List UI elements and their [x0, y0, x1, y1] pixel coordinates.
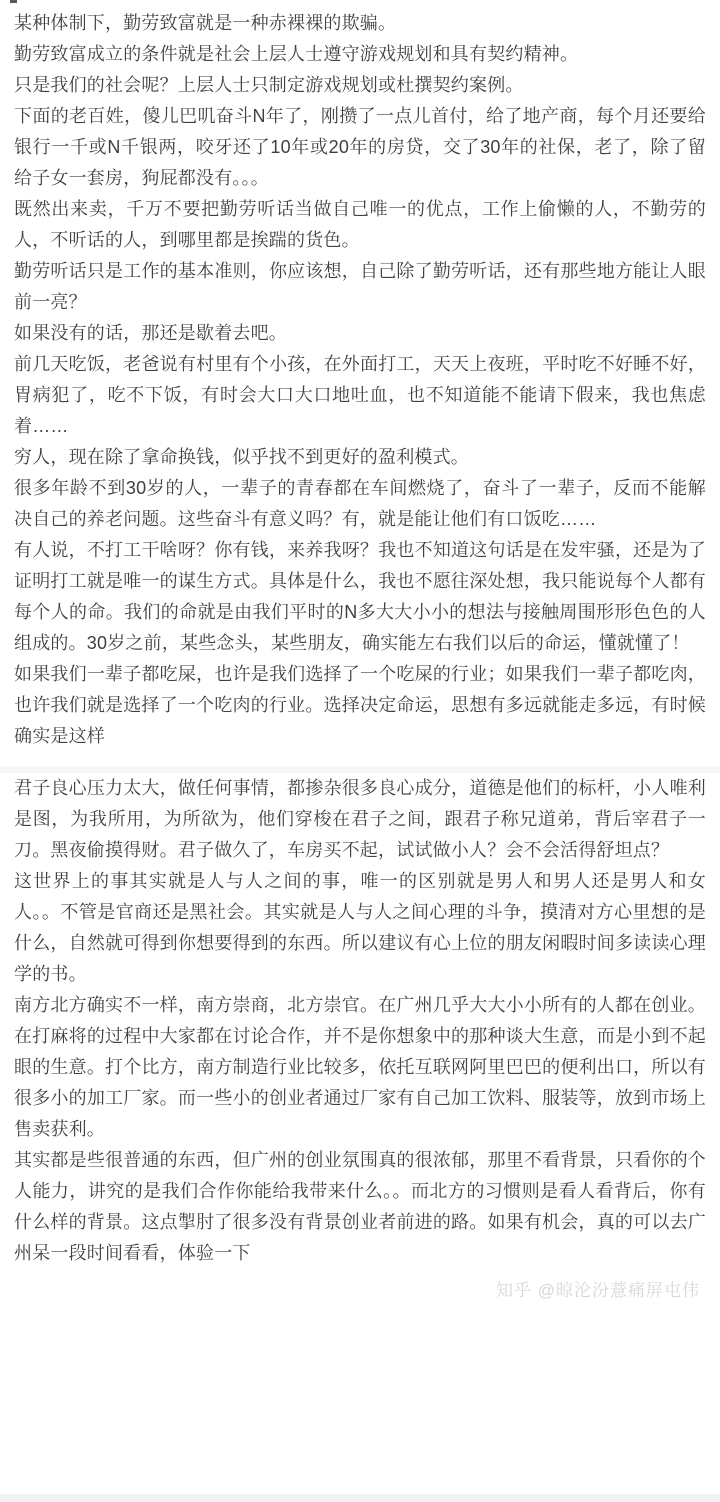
bottom-divider	[0, 1494, 720, 1502]
paragraph: 其实都是些很普通的东西，但广州的创业氛围真的很浓郁，那里不看背景，只看你的个人能力，讲究的是我们合作你能给我带来什么。。而北方的习惯则是看人看背后，你有什么样的背景。这点掣肘了很多没有背景创业者前进的路。如果有机会，真的可以去广州呆一段时间看看，体验一下	[14, 1150, 706, 1263]
section-divider	[0, 766, 720, 773]
screenshot-crop-artifact	[10, 0, 17, 3]
watermark-author-handle: @晾沦汾薏痛屏屯伟	[537, 1281, 700, 1300]
article-section-top	[14, 8, 706, 752]
article-section-bottom	[14, 773, 706, 1303]
paragraph: 既然出来卖，千万不要把勤劳听话当做自己唯一的优点，工作上偷懒的人，不勤劳的人，不听话的人，到哪里都是挨踹的货色。	[14, 199, 706, 250]
zhihu-brand-label: 知乎	[496, 1281, 532, 1300]
paragraph: 前几天吃饭，老爸说有村里有个小孩，在外面打工，天天上夜班，平时吃不好睡不好，胃病犯了，吃不下饭，有时会大口大口地吐血，也不知道能不能请下假来，我也焦虑着……	[14, 354, 706, 436]
paragraph: 如果我们一辈子都吃屎，也许是我们选择了一个吃屎的行业；如果我们一辈子都吃肉，也许我们就是选择了一个吃肉的行业。选择决定命运，思想有多远就能走多远，有时候确实是这样	[14, 664, 706, 746]
paragraph: 只是我们的社会呢？上层人士只制定游戏规划或杜撰契约案例。	[14, 75, 524, 95]
paragraph: 如果没有的话，那还是歇着去吧。	[14, 323, 287, 343]
zhihu-watermark	[14, 1279, 706, 1303]
paragraph: 很多年龄不到30岁的人，一辈子的青春都在车间燃烧了，奋斗了一辈子，反而不能解决自己的养老问题。这些奋斗有意义吗？有，就是能让他们有口饭吃……	[14, 478, 706, 529]
paragraph: 勤劳致富成立的条件就是社会上层人士遵守游戏规划和具有契约精神。	[14, 44, 579, 64]
paragraph: 这世界上的事其实就是人与人之间的事，唯一的区别就是男人和男人还是男人和女人。。不管是官商还是黑社会。其实就是人与人之间心理的斗争，摸清对方心里想的是什么，自然就可得到你想要得到的东西。所以建议有心上位的朋友闲暇时间多读读心理学的书。	[14, 871, 706, 984]
paragraph: 有人说，不打工干啥呀？你有钱，来养我呀？我也不知道这句话是在发牢骚，还是为了证明打工就是唯一的谋生方式。具体是什么，我也不愿往深处想，我只能说每个人都有每个人的命。我们的命就是由我们平时的N多大大小小的想法与接触周围形形色色的人组成的。30岁之前，某些念头，某些朋友，确实能左右我们以后的命运，懂就懂了！	[14, 540, 706, 653]
paragraph: 南方北方确实不一样，南方崇商，北方崇官。在广州几乎大大小小所有的人都在创业。在打麻将的过程中大家都在讨论合作，并不是你想象中的那种谈大生意，而是小到不起眼的生意。打个比方，南方制造行业比较多，依托互联网阿里巴巴的便利出口，所以有很多小的加工厂家。而一些小的创业者通过厂家有自己加工饮料、服装等，放到市场上售卖获利。	[14, 995, 706, 1139]
paragraph: 某种体制下，勤劳致富就是一种赤裸裸的欺骗。	[14, 13, 397, 33]
paragraph: 君子良心压力太大，做任何事情，都掺杂很多良心成分，道德是他们的标杆，小人唯利是图，为我所用，为所欲为，他们穿梭在君子之间，跟君子称兄道弟，背后宰君子一刀。黑夜偷摸得财。君子做久了，车房买不起，试试做小人？会不会活得舒坦点？	[14, 778, 706, 860]
paragraph: 穷人，现在除了拿命换钱，似乎找不到更好的盈利模式。	[14, 447, 469, 467]
paragraph: 勤劳听话只是工作的基本准则，你应该想，自己除了勤劳听话，还有那些地方能让人眼前一亮？	[14, 261, 706, 312]
paragraph: 下面的老百姓，傻儿巴叽奋斗N年了，刚攒了一点儿首付，给了地产商，每个月还要给银行一千或N千银两，咬牙还了10年或20年的房贷，交了30年的社保，老了，除了留给子女一套房，狗屁都没有。。。	[14, 106, 706, 188]
